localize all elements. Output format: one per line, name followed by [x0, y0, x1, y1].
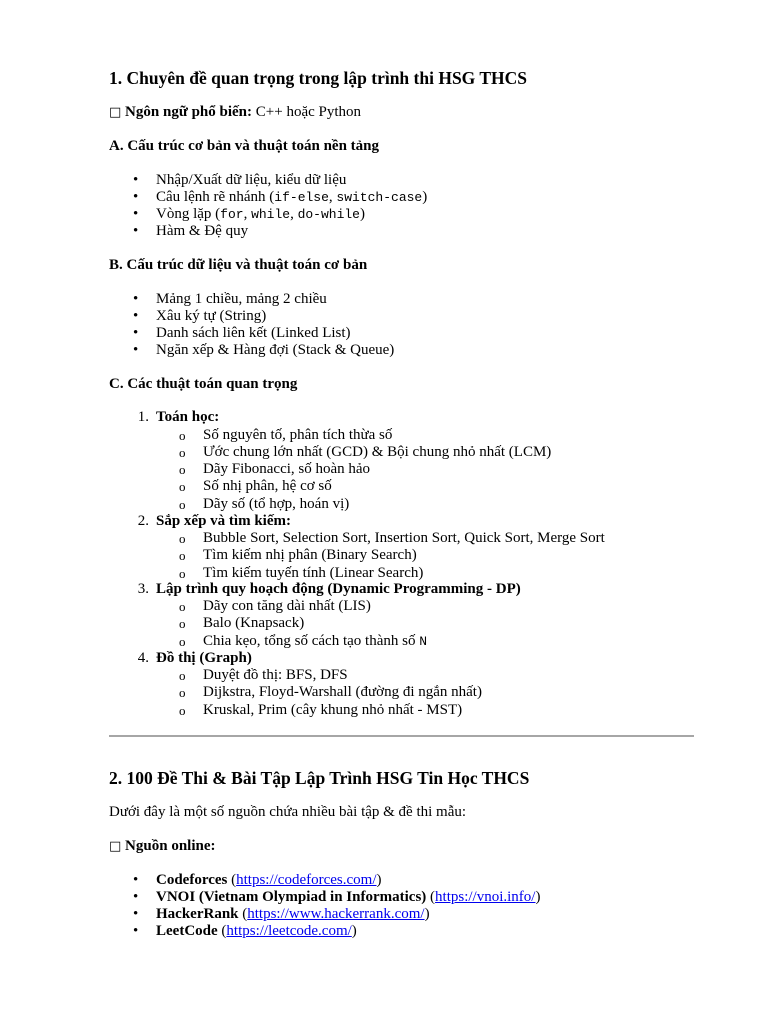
sub-bullet-icon: o [179, 479, 186, 494]
sub-bullet-icon: o [179, 497, 186, 512]
online-sources-label: Nguồn online: [125, 838, 216, 854]
sub-list-item: Ước chung lớn nhất (GCD) & Bội chung nhỏ nhất (LCM) [203, 444, 552, 460]
list-number: 4. [137, 650, 149, 666]
sub-list-item: Chia kẹo, tổng số cách tạo thành số N [203, 633, 428, 649]
list-number: 1. [137, 409, 149, 425]
list-item: LeetCode (https://leetcode.com/) [156, 923, 357, 939]
code-snippet: for [220, 207, 244, 222]
sub-list-item: Kruskal, Prim (cây khung nhỏ nhất - MST) [203, 702, 463, 718]
group-title: Toán học: [156, 409, 220, 425]
list-item: Mảng 1 chiều, mảng 2 chiều [156, 291, 327, 307]
code-snippet: switch-case [336, 190, 423, 205]
online-sources-line [109, 838, 216, 855]
sub-bullet-icon: o [179, 703, 186, 718]
list-item: HackerRank (https://www.hackerrank.com/) [156, 906, 430, 922]
list-item: Codeforces (https://codeforces.com/) [156, 872, 382, 888]
sub-list-item: Balo (Knapsack) [203, 615, 305, 631]
section-2-intro: Dưới đây là một số nguồn chứa nhiều bài tập & đề thi mẫu: [109, 804, 467, 820]
sub-list-item: Tìm kiếm tuyến tính (Linear Search) [203, 565, 424, 581]
source-name: HackerRank [156, 906, 239, 922]
sub-bullet-icon: o [179, 599, 186, 614]
group-title: Sắp xếp và tìm kiếm: [156, 513, 291, 529]
sub-list-item: Dãy Fibonacci, số hoàn hảo [203, 461, 371, 477]
subsection-c-title: C. Các thuật toán quan trọng [109, 376, 298, 392]
bullet-icon: • [133, 923, 139, 939]
sub-list-item: Bubble Sort, Selection Sort, Insertion Sort, Quick Sort, Merge Sort [203, 530, 605, 546]
sub-bullet-icon: o [179, 685, 186, 700]
language-line [109, 104, 361, 121]
code-snippet: while [251, 207, 291, 222]
horizontal-divider [109, 735, 694, 737]
language-value: C++ hoặc Python [252, 104, 362, 120]
checkbox-icon: □ [109, 839, 122, 854]
sub-bullet-icon: o [179, 548, 186, 563]
bullet-icon: • [133, 872, 139, 888]
code-snippet: N [419, 634, 428, 649]
sub-list-item: Dijkstra, Floyd-Warshall (đường đi ngắn nhất) [203, 684, 482, 700]
source-link[interactable]: https://www.hackerrank.com/ [247, 906, 425, 922]
group-title: Lập trình quy hoạch động (Dynamic Programming - DP) [156, 581, 521, 597]
bullet-icon: • [133, 172, 139, 188]
sub-bullet-icon: o [179, 668, 186, 683]
section-2-title: 2. 100 Đề Thi & Bài Tập Lập Trình HSG Tin Học THCS [109, 768, 530, 788]
code-snippet: if-else [274, 190, 329, 205]
subsection-b-title: B. Cấu trúc dữ liệu và thuật toán cơ bản [109, 257, 368, 273]
sub-list-item: Số nhị phân, hệ cơ số [203, 478, 332, 494]
sub-list-item: Tìm kiếm nhị phân (Binary Search) [203, 547, 417, 563]
source-link[interactable]: https://vnoi.info/ [435, 889, 536, 905]
sub-list-item: Dãy con tăng dài nhất (LIS) [203, 598, 371, 614]
sub-bullet-icon: o [179, 634, 186, 649]
source-name: Codeforces [156, 872, 228, 888]
bullet-icon: • [133, 325, 139, 341]
list-item: Danh sách liên kết (Linked List) [156, 325, 351, 341]
code-snippet: do-while [297, 207, 360, 222]
bullet-icon: • [133, 291, 139, 307]
list-number: 2. [137, 513, 149, 529]
sub-bullet-icon: o [179, 566, 186, 581]
sub-bullet-icon: o [179, 531, 186, 546]
sub-list-item: Duyệt đồ thị: BFS, DFS [203, 667, 348, 683]
sub-list-item: Dãy số (tổ hợp, hoán vị) [203, 496, 350, 512]
bullet-icon: • [133, 223, 139, 239]
list-number: 3. [137, 581, 149, 597]
sub-bullet-icon: o [179, 428, 186, 443]
sub-bullet-icon: o [179, 616, 186, 631]
sub-list-item: Số nguyên tố, phân tích thừa số [203, 427, 393, 443]
section-1-title: 1. Chuyên đề quan trọng trong lập trình thi HSG THCS [109, 68, 528, 88]
group-title: Đồ thị (Graph) [156, 650, 252, 666]
bullet-icon: • [133, 342, 139, 358]
list-item: Ngăn xếp & Hàng đợi (Stack & Queue) [156, 342, 395, 358]
source-link[interactable]: https://leetcode.com/ [226, 923, 352, 939]
source-link[interactable]: https://codeforces.com/ [236, 872, 377, 888]
sub-bullet-icon: o [179, 445, 186, 460]
source-name: LeetCode [156, 923, 218, 939]
source-name: VNOI (Vietnam Olympiad in Informatics) [156, 889, 427, 905]
list-item: Xâu ký tự (String) [156, 308, 267, 324]
language-label: Ngôn ngữ phổ biến: [125, 104, 253, 120]
bullet-icon: • [133, 906, 139, 922]
bullet-icon: • [133, 206, 139, 222]
bullet-icon: • [133, 889, 139, 905]
sub-bullet-icon: o [179, 462, 186, 477]
bullet-icon: • [133, 308, 139, 324]
bullet-icon: • [133, 189, 139, 205]
checkbox-icon: □ [109, 105, 122, 120]
subsection-a-title: A. Cấu trúc cơ bản và thuật toán nền tảng [109, 138, 379, 154]
list-item: VNOI (Vietnam Olympiad in Informatics) (https://vnoi.info/) [156, 889, 541, 905]
